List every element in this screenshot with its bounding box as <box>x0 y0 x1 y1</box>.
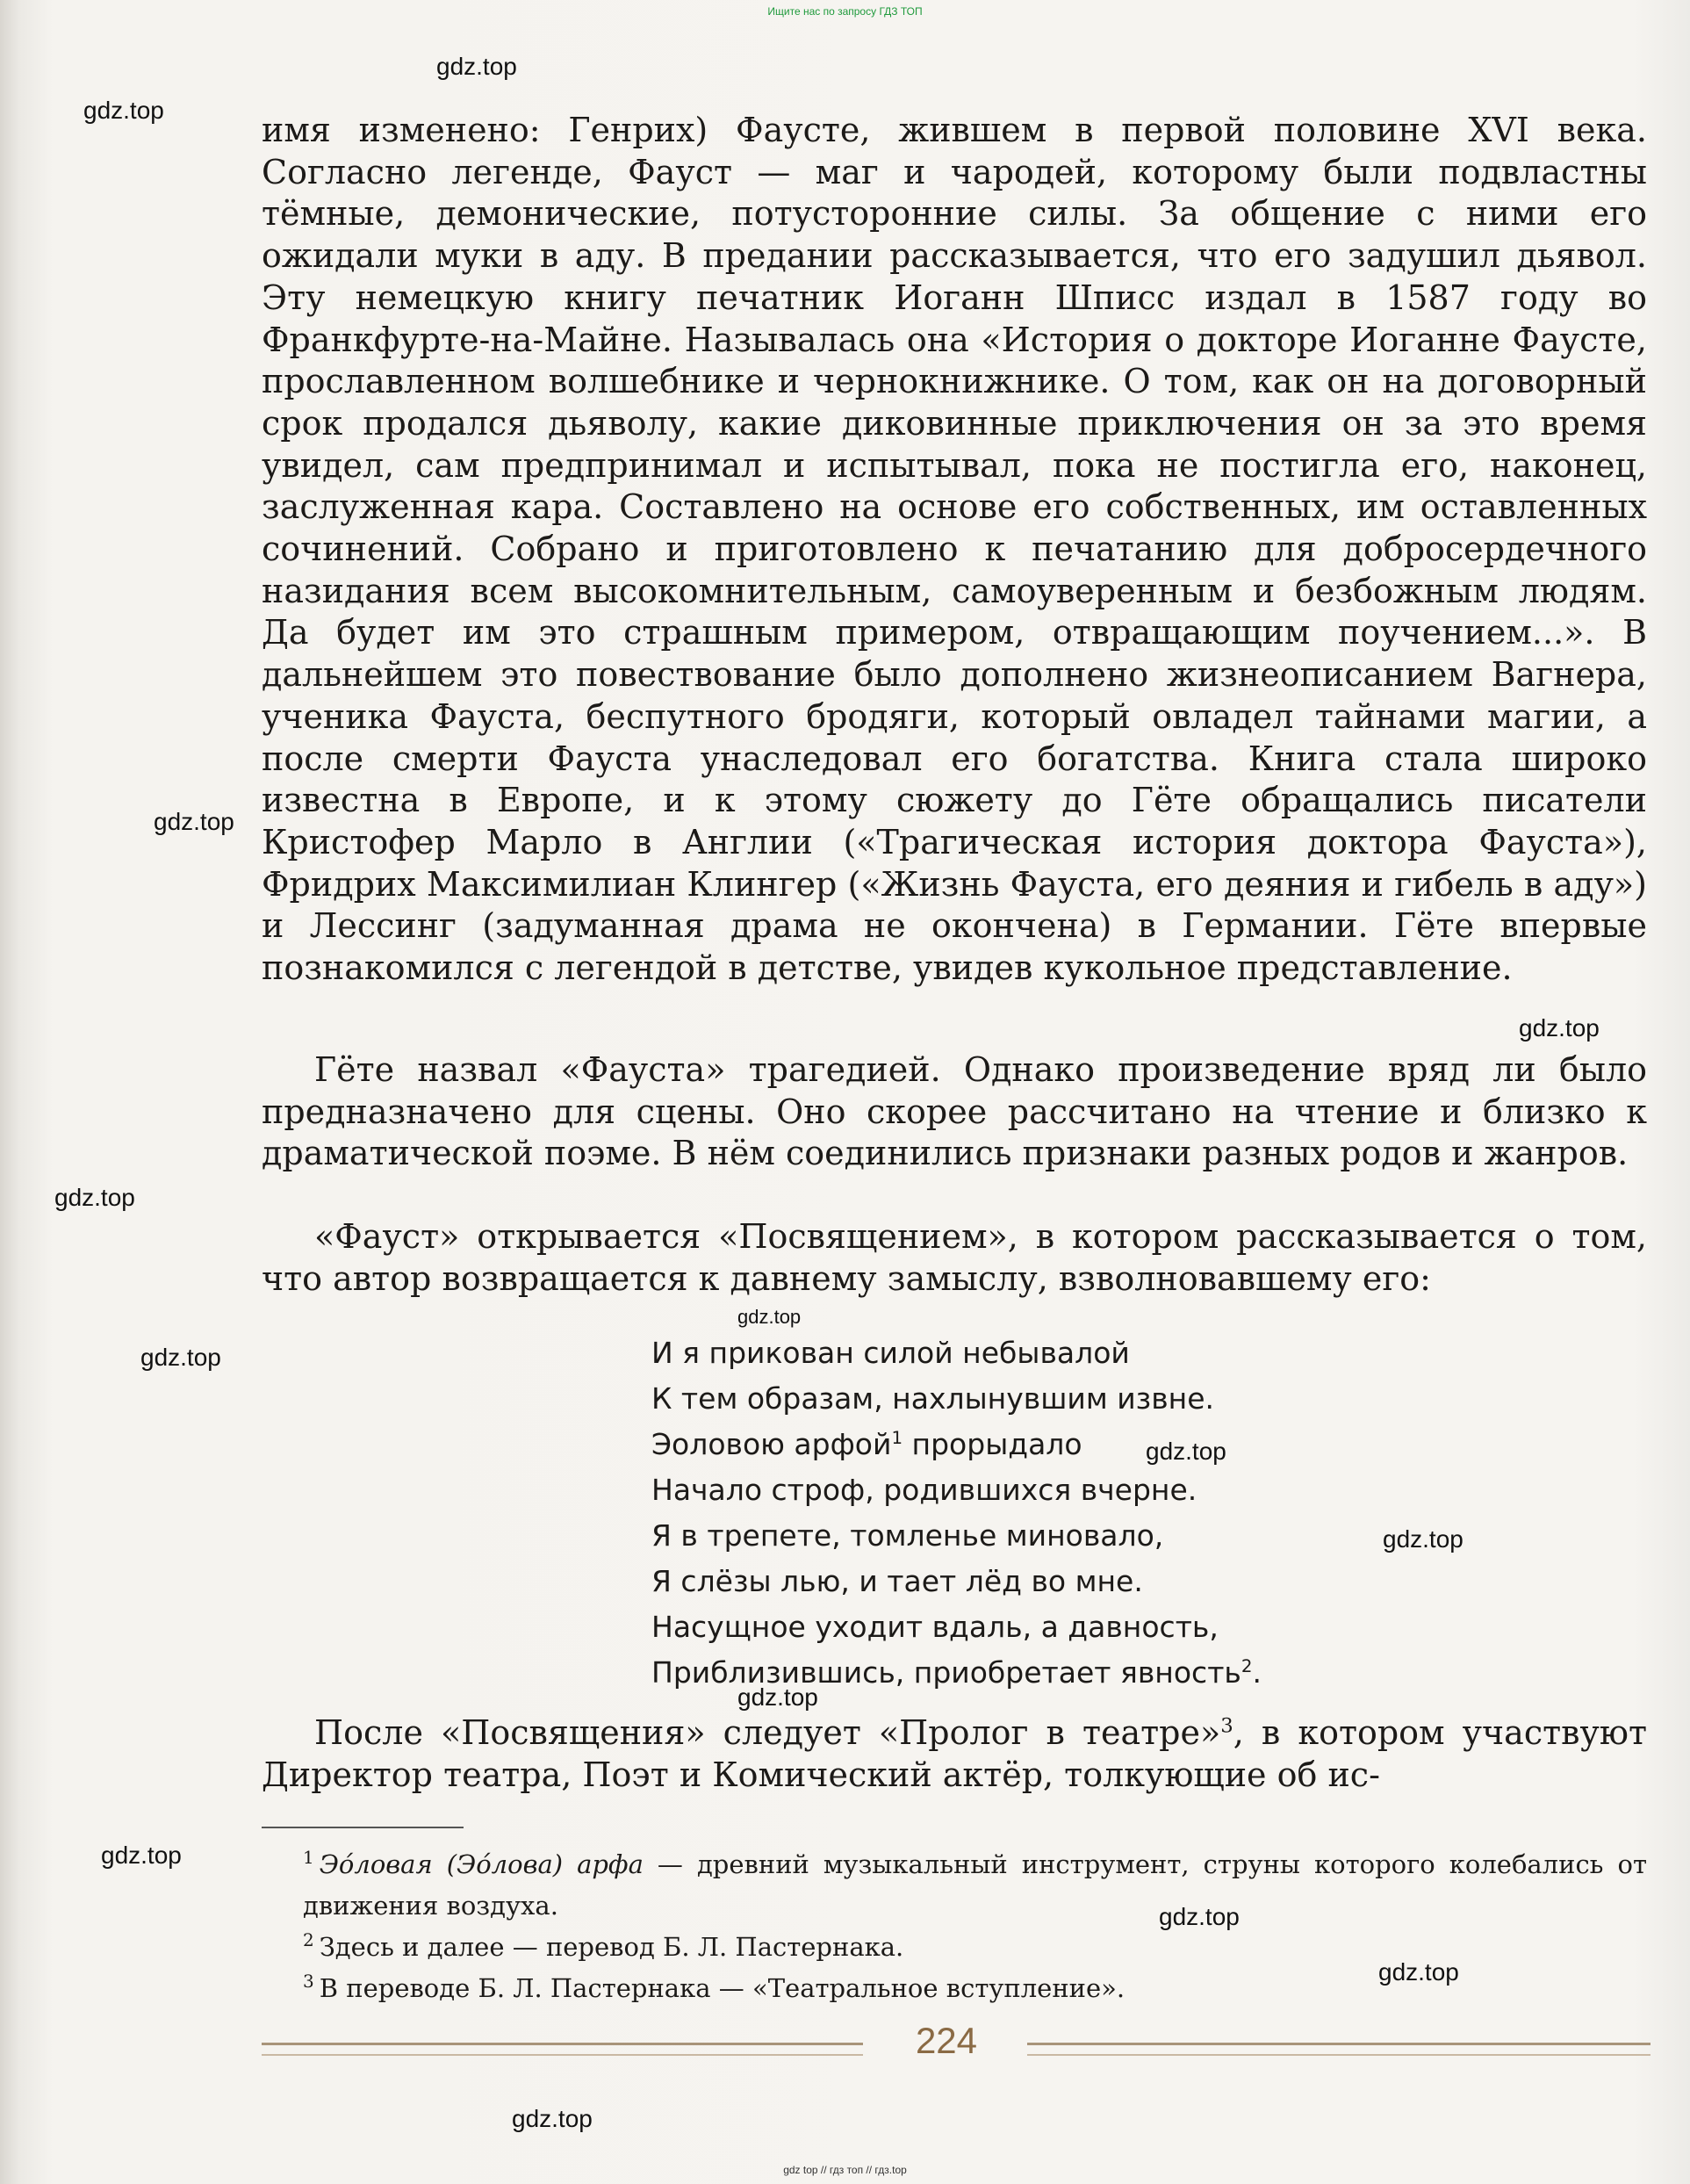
watermark: gdz.top <box>83 97 164 124</box>
footnote-2 <box>303 1927 1647 1968</box>
footnote-text: — древний музыкальный инструмент, струны которого колебались от движения воздуха. <box>303 1849 1647 1921</box>
poem-quote <box>651 1330 1442 1696</box>
watermark: gdz.top <box>1383 1525 1463 1553</box>
watermark: gdz.top <box>101 1842 182 1869</box>
poem-line: И я прикован силой небывалой <box>651 1336 1130 1370</box>
poem-line: Я слёзы лью, и тает лёд во мне. <box>651 1564 1143 1598</box>
page-number: 224 <box>915 2020 978 2061</box>
paragraph-legend <box>262 110 1647 990</box>
watermark: gdz.top <box>1146 1438 1226 1465</box>
watermark: gdz.top <box>737 1306 802 1328</box>
poem-line: Я в трепете, томленье миновало, <box>651 1518 1164 1553</box>
poem-line <box>651 1650 1442 1696</box>
page-number-ornament-left <box>262 2043 863 2056</box>
watermark: gdz.top <box>1378 1958 1459 1986</box>
poem-line: Начало строф, родившихся вчерне. <box>651 1473 1197 1507</box>
footnote-number: 2 <box>303 1929 314 1951</box>
watermark: gdz.top <box>436 53 517 80</box>
poem-line-text: Эоловою арфой <box>651 1427 892 1461</box>
footnote-3 <box>303 1968 1647 2009</box>
footnote-number: 3 <box>303 1971 314 1993</box>
paragraph-text: имя изменено: Генрих) Фаусте, жившем в первой половине XVI века. Согласно легенде, Фауст — маг и чародей, которому были подвластны тёмные, демонические, потусторонние силы. За общение с ними его ожидали муки в аду. В предании рассказывается, что его задушил дьявол. Эту немецкую книгу печатник Иоганн Шписс издал в 1587 году во Франкфурте-на-Майне. Называлась она «История о докторе Иоганне Фаусте, прославленном волшебнике и чернокнижнике. О том, как он на договорный срок продался дьяволу, какие диковинные приключения он за это время увидел, сам предпринимал и испытывал, пока не постигла его, наконец, заслуженная кара. Составлено на основе его собственных, им оставленных сочинений. Собрано и приготовлено к печатанию для добросердечного назидания всем высокомнительным, самоуверенным и безбожным людям. Да будет им это страшным примером, отвращающим поучением...». В дальнейшем это повествование было дополнено жизнеописанием Вагнера, ученика Фауста, беспутного бродяги, который овладел тайнами магии, а после смерти Фауста унаследовал его богатства. Книга стала широко известна в Европе, и к этому сюжету до Гёте обращались писатели Кристофер Марло в Англии («Трагическая история доктора Фауста»), Фридрих Максимилиан Клингер («Жизнь Фауста, его деяния и гибель в аду») и Лессинг (задуманная драма не окончена) в Германии. Гёте впервые познакомился с легендой в детстве, увидев кукольное представление. <box>262 111 1647 988</box>
poem-line-text: прорыдало <box>903 1427 1082 1461</box>
poem-line: Насущное уходит вдаль, а давность, <box>651 1610 1219 1644</box>
paragraph-text-part: , в котором участвуют Директор театра, Поэт и Комический актёр, толкующие об ис- <box>262 1713 1647 1794</box>
footnote-number: 1 <box>303 1847 314 1869</box>
footnote-1 <box>303 1844 1647 1927</box>
footnote-divider <box>262 1827 464 1828</box>
watermark: gdz.top <box>1519 1014 1600 1042</box>
paragraph-text: «Фауст» открывается «Посвящением», в котором рассказывается о том, что автор возвращается к давнему замыслу, взволновавшему его: <box>262 1217 1647 1298</box>
paragraph-dedication-intro <box>262 1216 1647 1300</box>
footnotes <box>303 1844 1647 2009</box>
footnote-ref: 3 <box>1220 1714 1233 1738</box>
watermark: gdz.top <box>54 1184 135 1211</box>
poem-line: К тем образам, нахлынувшим извне. <box>651 1381 1215 1416</box>
footer-note: gdz top // гдз топ // гдз.top <box>783 2164 907 2176</box>
paragraph-text <box>262 1712 1647 1796</box>
watermark: gdz.top <box>737 1683 818 1711</box>
paragraph-text: Гёте назвал «Фауста» трагедией. Однако произведение вряд ли было предназначено для сцены. Оно скорее рассчитано на чтение и близко к драматической поэме. В нём соединились признаки разных родов и жанров. <box>262 1050 1647 1173</box>
footnote-ref: 2 <box>1241 1656 1253 1676</box>
footnote-ref: 1 <box>891 1428 903 1448</box>
paragraph-tragedy <box>262 1049 1647 1175</box>
watermark: gdz.top <box>140 1344 221 1371</box>
footnote-text: Здесь и далее — перевод Б. Л. Пастернака. <box>319 1932 904 1962</box>
header-note: Ищите нас по запросу ГДЗ ТОП <box>767 5 923 18</box>
footnote-text: В переводе Б. Л. Пастернака — «Театральное вступление». <box>319 1973 1125 2003</box>
watermark: gdz.top <box>1159 1903 1240 1930</box>
paragraph-prologue <box>262 1712 1647 1796</box>
poem-line-text: . <box>1252 1655 1262 1690</box>
watermark: gdz.top <box>512 2105 593 2132</box>
paragraph-text-part: После «Посвящения» следует «Пролог в театре» <box>314 1713 1221 1752</box>
watermark: gdz.top <box>154 808 234 835</box>
poem-line-text: Приблизившись, приобретает явность <box>651 1655 1241 1690</box>
poem-line <box>651 1422 1442 1467</box>
page-number-ornament-right <box>1027 2043 1650 2056</box>
footnote-term: Эóловая (Эóлова) арфа <box>319 1849 644 1879</box>
